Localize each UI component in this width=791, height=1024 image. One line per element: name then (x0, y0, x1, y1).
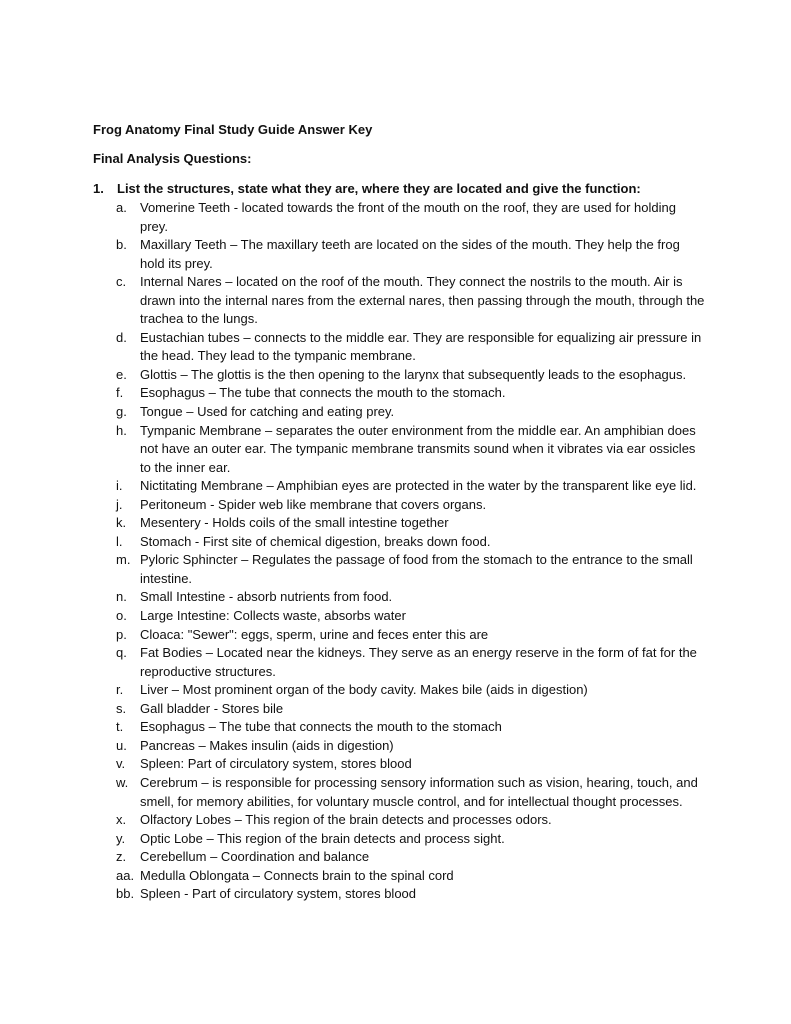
answer-text: Medulla Oblongata – Connects brain to the spinal cord (140, 867, 454, 883)
answer-text: Gall bladder - Stores bile (140, 700, 284, 716)
question-heading (93, 180, 641, 198)
answer-item (116, 533, 706, 552)
answer-marker: m. (116, 552, 131, 568)
answer-text: Tympanic Membrane – separates the outer environment from the middle ear. An amphibian does not have an outer ear. The tympanic membrane transmits sound when it vibrates via ear ossicles to the inner ear. (140, 422, 696, 475)
answer-marker: w. (116, 774, 129, 790)
answer-marker: n. (116, 589, 127, 605)
answer-item (116, 830, 706, 849)
answer-marker: y. (116, 830, 126, 846)
answer-item (116, 477, 706, 496)
answer-text: Stomach - First site of chemical digestion, breaks down food. (140, 533, 491, 549)
answer-text: Cloaca: "Sewer": eggs, sperm, urine and feces enter this are (140, 626, 489, 642)
question-text: List the structures, state what they are, where they are located and give the function: (117, 181, 641, 196)
answer-marker: s. (116, 700, 127, 716)
answer-marker: o. (116, 608, 127, 624)
answer-text: Pancreas – Makes insulin (aids in digestion) (140, 737, 394, 753)
answer-text: Eustachian tubes – connects to the middle ear. They are responsible for equalizing air pressure in the head. They lead to the tympanic membrane. (140, 329, 702, 364)
answer-item (116, 329, 706, 366)
answer-text: Small Intestine - absorb nutrients from food. (140, 589, 393, 605)
answer-text: Esophagus – The tube that connects the mouth to the stomach (140, 719, 502, 735)
answer-item (116, 811, 706, 830)
answer-marker: aa. (116, 867, 135, 883)
answer-item (116, 607, 706, 626)
answer-marker: f. (116, 385, 124, 401)
answer-item (116, 236, 706, 273)
answer-marker: k. (116, 515, 127, 531)
answer-item (116, 700, 706, 719)
answer-text: Vomerine Teeth - located towards the front of the mouth on the roof, they are used for holding prey. (140, 200, 676, 234)
answer-text: Peritoneum - Spider web like membrane that covers organs. (140, 496, 487, 512)
answer-marker: e. (116, 366, 127, 382)
answer-item (116, 273, 706, 329)
answer-marker: g. (116, 404, 127, 420)
answer-text: Liver – Most prominent organ of the body cavity. Makes bile (aids in digestion) (140, 682, 588, 698)
answer-item (116, 366, 706, 385)
answer-marker: x. (116, 812, 127, 828)
answer-item (116, 551, 706, 588)
answer-item (116, 496, 706, 515)
answer-marker: h. (116, 422, 127, 438)
answer-item (116, 867, 706, 886)
answer-item (116, 514, 706, 533)
answer-marker: i. (116, 478, 123, 494)
answer-item (116, 774, 706, 811)
answer-marker: u. (116, 737, 127, 753)
answer-marker: d. (116, 329, 127, 345)
answer-marker: t. (116, 719, 124, 735)
answer-text: Tongue – Used for catching and eating prey. (140, 404, 395, 420)
answer-marker: z. (116, 849, 127, 865)
answer-text: Optic Lobe – This region of the brain detects and process sight. (140, 830, 505, 846)
answer-text: Maxillary Teeth – The maxillary teeth are located on the sides of the mouth. They help the frog hold its prey. (140, 237, 680, 271)
answer-item (116, 384, 706, 403)
answer-item (116, 681, 706, 700)
answer-item (116, 885, 706, 904)
answer-text: Spleen - Part of circulatory system, stores blood (140, 886, 417, 902)
answer-text: Mesentery - Holds coils of the small intestine together (140, 515, 449, 531)
answer-marker: c. (116, 274, 127, 290)
answer-text: Cerebrum – is responsible for processing sensory information such as vision, hearing, touch, and smell, for memory abilities, for voluntary muscle control, and for intellectual thought processes. (140, 774, 698, 809)
answer-text: Pyloric Sphincter – Regulates the passage of food from the stomach to the entrance to the small intestine. (140, 552, 693, 586)
answer-item (116, 422, 706, 478)
answer-marker: j. (116, 496, 123, 512)
answer-marker: l. (116, 533, 123, 549)
answer-item (116, 644, 706, 681)
answer-marker: a. (116, 200, 127, 215)
answer-marker: p. (116, 626, 127, 642)
answer-item (116, 626, 706, 645)
answer-marker: r. (116, 682, 124, 698)
section-title: Final Analysis Questions: (93, 151, 252, 166)
answer-item (116, 199, 706, 236)
answer-text: Esophagus – The tube that connects the mouth to the stomach. (140, 385, 506, 401)
answer-text: Fat Bodies – Located near the kidneys. They serve as an energy reserve in the form of fat for the reproductive structures. (140, 645, 697, 679)
document-title: Frog Anatomy Final Study Guide Answer Key (93, 122, 373, 137)
answer-text: Large Intestine: Collects waste, absorbs water (140, 608, 406, 624)
answer-text: Nictitating Membrane – Amphibian eyes are protected in the water by the transparent like eye lid. (140, 478, 697, 494)
answer-item (116, 755, 706, 774)
answer-marker: b. (116, 237, 127, 253)
answer-text: Cerebellum – Coordination and balance (140, 849, 370, 865)
answer-marker: q. (116, 645, 127, 661)
answer-item (116, 403, 706, 422)
answer-text: Glottis – The glottis is the then opening to the larynx that subsequently leads to the esophagus. (140, 366, 687, 382)
answer-item (116, 718, 706, 737)
answer-list (116, 199, 706, 904)
answer-marker: v. (116, 756, 126, 772)
answer-item (116, 848, 706, 867)
answer-text: Internal Nares – located on the roof of the mouth. They connect the nostrils to the mouth. Air is drawn into the internal nares from the external nares, then passing through the mouth, through the trachea to the lungs. (140, 274, 705, 327)
answer-item (116, 737, 706, 756)
answer-text: Olfactory Lobes – This region of the brain detects and processes odors. (140, 812, 552, 828)
answer-text: Spleen: Part of circulatory system, stores blood (140, 756, 412, 772)
answer-marker: bb. (116, 886, 135, 902)
question-number: 1. (93, 181, 104, 196)
answer-item (116, 588, 706, 607)
